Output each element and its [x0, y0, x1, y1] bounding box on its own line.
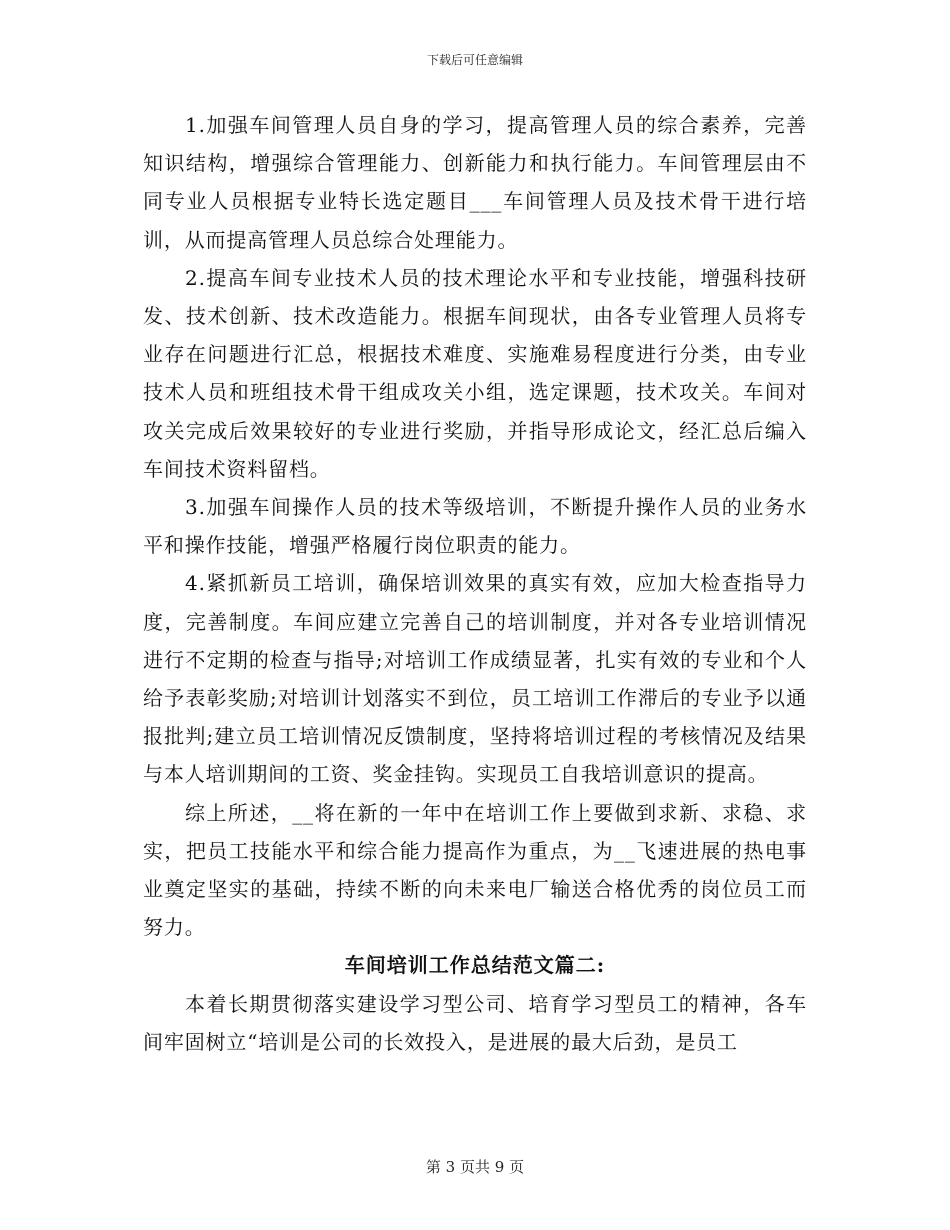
paragraph-item-1: 1.加强车间管理人员自身的学习，提高管理人员的综合素养，完善知识结构，增强综合管理能力、创新能力和执行能力。车间管理层由不同专业人员根据专业特长选定题目___车间管理人员及技术骨干进行培训，从而提高管理人员总综合处理能力。 [143, 113, 807, 252]
page-number: 第 3 页共 9 页 [425, 1158, 525, 1176]
document-body [143, 106, 807, 1061]
page-header: 下载后可任意编辑 [426, 53, 523, 67]
closing-paragraph: 本着长期贯彻落实建设学习型公司、培育学习型员工的精神，各车间牢固树立“培训是公司的长效投入，是进展的最大后劲，是员工 [143, 991, 807, 1054]
paragraph-item-3: 3.加强车间操作人员的技术等级培训，不断提升操作人员的业务水平和操作技能，增强严格履行岗位职责的能力。 [143, 495, 807, 558]
summary-paragraph: 综上所述，__将在新的一年中在培训工作上要做到求新、求稳、求实，把员工技能水平和综合能力提高作为重点，为__飞速进展的热电事业奠定坚实的基础，持续不断的向未来电厂输送合格优秀的岗位员工而努力。 [143, 800, 807, 940]
paragraph-item-4: 4.紧抓新员工培训，确保培训效果的真实有效，应加大检查指导力度，完善制度。车间应建立完善自己的培训制度，并对各专业培训情况进行不定期的检查与指导;对培训工作成绩显著，扎实有效的专业和个人给予表彰奖励;对培训计划落实不到位，员工培训工作滞后的专业予以通报批判;建立员工培训情况反馈制度，坚持将培训过程的考核情况及结果与本人培训期间的工资、奖金挂钩。实现员工自我培训意识的提高。 [143, 571, 807, 787]
section-heading: 车间培训工作总结范文篇二: [344, 953, 606, 978]
paragraph-item-2: 2.提高车间专业技术人员的技术理论水平和专业技能，增强科技研发、技术创新、技术改造能力。根据车间现状，由各专业管理人员将专业存在问题进行汇总，根据技术难度、实施难易程度进行分类，由专业技术人员和班组技术骨干组成攻关小组，选定课题，技术攻关。车间对攻关完成后效果较好的专业进行奖励，并指导形成论文，经汇总后编入车间技术资料留档。 [143, 265, 807, 481]
